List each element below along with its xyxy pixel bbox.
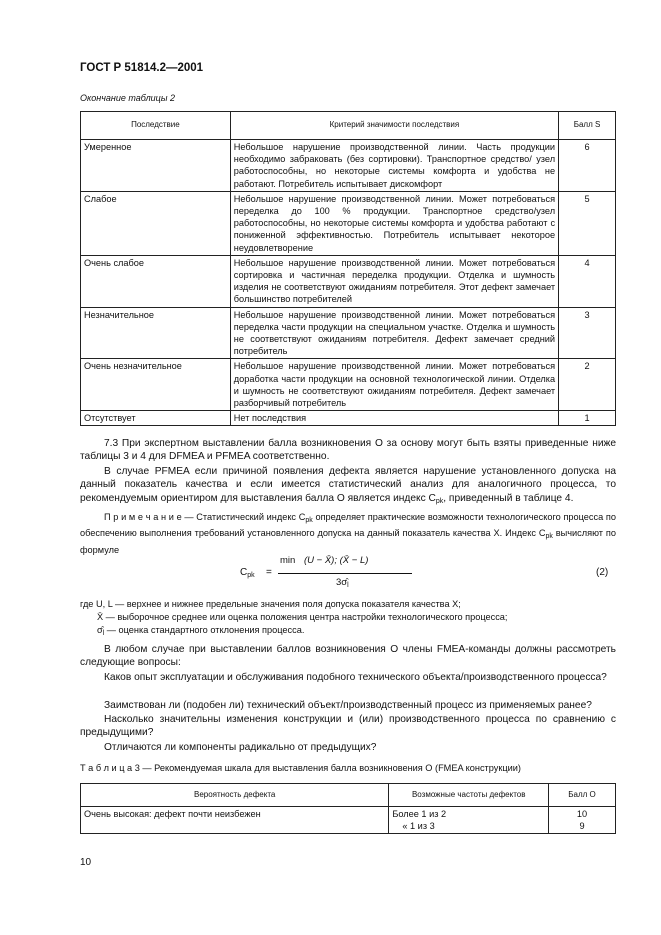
criterion-cell: Небольшое нарушение производственной линии. Часть продукции необходимо забраковать (без сортировки). Транспортное средство/ узел работоспособны, но некоторые системы комфорта и удобства не работают. Потребитель испытывает дискомфорт <box>230 140 558 192</box>
formula-lhs <box>240 567 255 579</box>
table3-caption-label: Т а б л и ц а 3 <box>80 763 140 773</box>
score-cell: 2 <box>559 359 616 411</box>
score-cell: 1 <box>559 411 616 426</box>
effect-cell: Отсутствует <box>81 411 231 426</box>
table-2 <box>80 111 616 426</box>
note-label: П р и м е ч а н и е <box>104 512 182 522</box>
effect-cell: Очень слабое <box>81 255 231 307</box>
effect-cell: Слабое <box>81 191 231 255</box>
formula-expression: (U − X̄); (X̄ − L) <box>304 555 369 566</box>
table-row <box>81 140 616 192</box>
paragraph-questions-intro: В любом случае при выставлении баллов возникновения О члены FMEA-команды должны рассмотреть следующие вопросы: <box>80 644 616 669</box>
criterion-cell: Нет последствия <box>230 411 558 426</box>
effect-cell: Умеренное <box>81 140 231 192</box>
column-header: Балл S <box>559 112 616 140</box>
where-line-3-text: — оценка стандартного отклонения процесса. <box>104 625 305 635</box>
formula-den-text: 3σ̂ <box>336 577 348 588</box>
criterion-cell: Небольшое нарушение производственной линии. Может потребоваться переделка части продукции на специальном участке. Отделка и шумность не соответствуют ожиданиям потребителя. Дефект замечает средний потребитель <box>230 307 558 359</box>
fraction-bar <box>278 573 412 574</box>
table-3 <box>80 783 616 834</box>
criterion-cell: Небольшое нарушение производственной линии. Может потребоваться переделка до 100 % продукции. Транспортное средство/узел работоспособны, но некоторые системы комфорта и удобства работают с пониженной эффективностью. Потребитель испытывает некоторое неудовлетворение <box>230 191 558 255</box>
cpk-subscript: pk <box>435 497 444 505</box>
score-cell: 5 <box>559 191 616 255</box>
effect-cell: Очень незначительное <box>81 359 231 411</box>
paragraph-pfmea <box>80 465 616 508</box>
column-header: Возможные частоты дефектов <box>389 784 549 807</box>
where-line-3 <box>97 624 616 640</box>
question-2: Заимствован ли (подобен ли) технический объект/производственный процесс из применяемых ранее? <box>104 700 592 711</box>
formula-min: min <box>280 555 296 566</box>
note-text-b: определяет практические возможности технологического процесса по обеспечению выполнения требований установленного допуска на данный показатель качества X. Индекс C <box>80 512 616 539</box>
note-paragraph <box>80 511 616 556</box>
table2-caption: Окончание таблицы 2 <box>80 93 175 103</box>
paragraph-7-3: 7.3 При экспертном выставлении балла возникновения О за основу могут быть взяты приведенные ниже таблицы 3 и 4 для DFMEA и PFMEA соответственно. <box>80 438 616 463</box>
note-subscript: pk <box>305 517 313 524</box>
table-row <box>81 359 616 411</box>
table-row <box>81 411 616 426</box>
document-header: ГОСТ Р 51814.2—2001 <box>80 62 204 74</box>
table-row <box>81 191 616 255</box>
probability-cell: Очень высокая: дефект почти неизбежен <box>81 807 389 834</box>
paragraph-pfmea-tail: , приведенный в таблице 4. <box>443 492 574 504</box>
note-text-c: вычисляют по формуле <box>80 528 616 555</box>
paragraph-pfmea-text: В случае PFMEA если причиной появления дефекта является нарушение установленного допуска на данный показатель качества и если имеется статистический анализ для аналогичного процесса, то рекомендуемым ориентиром для выставления балла О является индекс C <box>80 466 616 504</box>
formula-number: (2) <box>596 567 609 578</box>
formula-lhs-symbol: C <box>240 567 248 578</box>
table3-caption-text: — Рекомендуемая шкала для выставления балла возникновения О (FMEA конструкции) <box>139 763 521 773</box>
sigma-subscript: l <box>102 630 105 637</box>
table-header-row <box>81 112 616 140</box>
table-header-row <box>81 784 616 807</box>
score-line: 9 <box>579 821 585 832</box>
table3-caption <box>80 762 620 774</box>
where-line-1: где U, L — верхнее и нижнее предельные значения поля допуска показателя качества X; <box>80 599 461 609</box>
column-header: Балл О <box>549 784 616 807</box>
score-line: 10 <box>576 809 588 819</box>
criterion-cell: Небольшое нарушение производственной линии. Может потребоваться сортировка и частичная переделка продукции. Отделка и шумность изделия не соответствуют ожиданиям потребителя. Этот дефект замечает большинство потребителей <box>230 255 558 307</box>
frequency-line: « 1 из 3 <box>402 821 435 832</box>
score-cell <box>549 807 616 834</box>
formula-den-subscript: l <box>347 582 349 589</box>
question-4: Отличаются ли компоненты радикально от предыдущих? <box>104 742 377 753</box>
column-header: Последствие <box>81 112 231 140</box>
score-cell: 4 <box>559 255 616 307</box>
effect-cell: Незначительное <box>81 307 231 359</box>
question-1: Каков опыт эксплуатации и обслуживания подобного технического объекта/производственного процесса? <box>104 672 607 683</box>
formula-denominator <box>336 577 349 589</box>
sigma-symbol: σ̂ <box>97 625 103 635</box>
formula-2 <box>200 553 620 595</box>
formula-lhs-subscript: pk <box>247 572 255 579</box>
frequency-line: Более 1 из 2 <box>392 809 447 819</box>
formula-equals: = <box>266 567 272 578</box>
frequency-cell <box>389 807 549 834</box>
where-line-2: X̄ — выборочное среднее или оценка положения центра настройки технологического процесса; <box>97 612 508 622</box>
table-row <box>81 255 616 307</box>
table-row <box>81 307 616 359</box>
note-text-a: — Статистический индекс C <box>181 512 306 522</box>
score-cell: 6 <box>559 140 616 192</box>
table-row <box>81 807 616 834</box>
column-header: Вероятность дефекта <box>81 784 389 807</box>
question-3: Насколько значительны изменения конструкции и (или) производственного процесса по сравнению с предыдущими? <box>80 714 616 739</box>
score-cell: 3 <box>559 307 616 359</box>
page-number: 10 <box>80 857 92 868</box>
note-subscript-2: pk <box>545 533 553 541</box>
column-header: Критерий значимости последствия <box>230 112 558 140</box>
criterion-cell: Небольшое нарушение производственной линии. Может потребоваться доработка части продукции на основной технологической линии. Отделка и шумность не соответствуют ожиданиям потребителя. Дефект замечает разборчивый потребитель <box>230 359 558 411</box>
